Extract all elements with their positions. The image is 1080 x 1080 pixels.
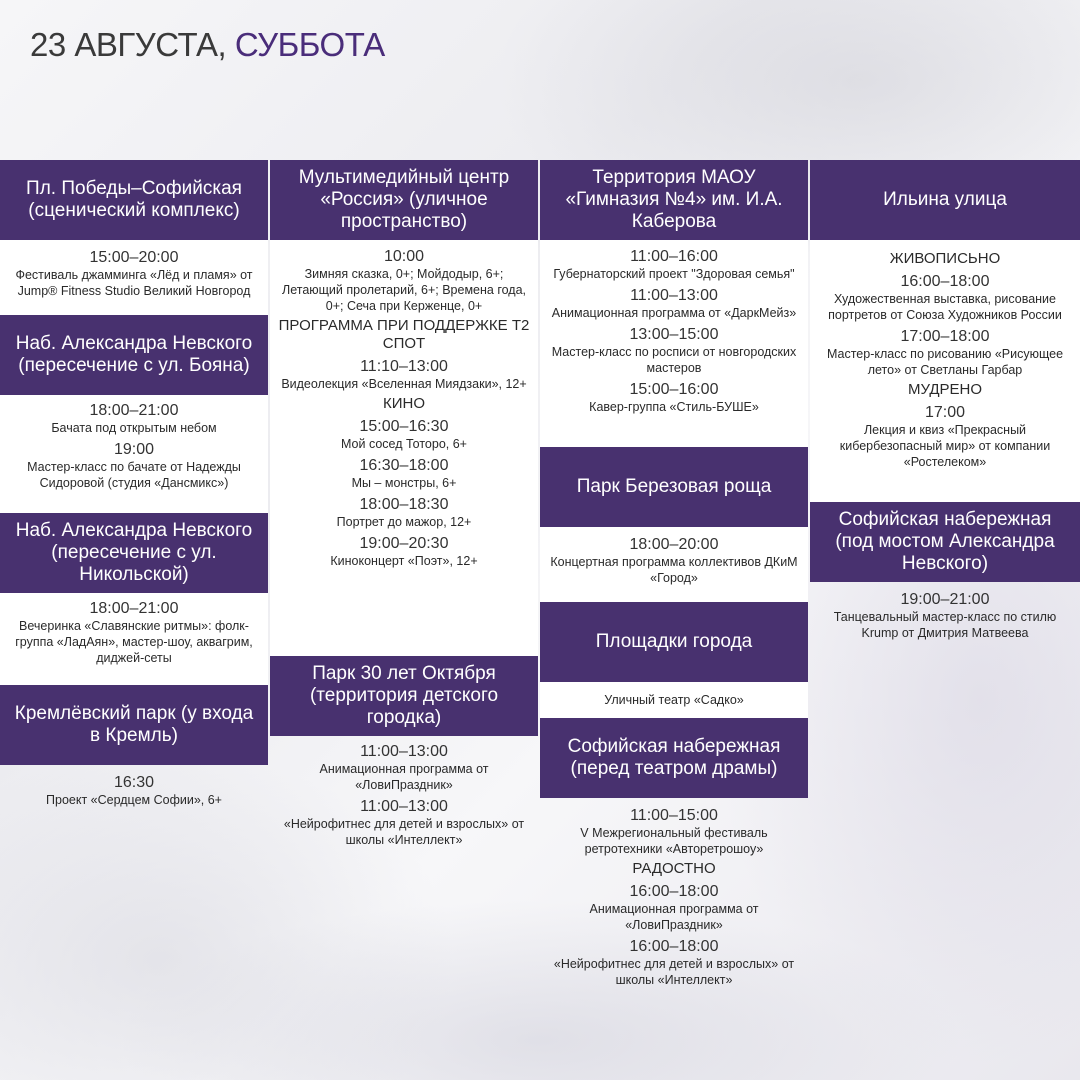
event-time: 16:00–18:00	[900, 273, 990, 290]
program-section-label: МУДРЕНО	[907, 381, 983, 398]
venue-header: Территория МАОУ «Гимназия №4» им. И.А. Каберова	[540, 160, 808, 240]
venue-events	[0, 593, 268, 685]
event-description: «Нейрофитнес для детей и взрослых» от школы «Интеллект»	[553, 957, 795, 987]
event-time: 19:00–21:00	[900, 591, 990, 608]
event-description: Концертная программа коллективов ДКиМ «Город»	[550, 555, 798, 585]
venue-events	[540, 240, 808, 447]
event-description: Киноконцерт «Поэт», 12+	[330, 554, 478, 568]
event-description: «Нейрофитнес для детей и взрослых» от школы «Интеллект»	[283, 817, 525, 847]
event-description: Губернаторский проект "Здоровая семья"	[553, 267, 795, 281]
venue-header: Площадки города	[540, 602, 808, 682]
event-description: Танцевальный мастер-класс по стилю Krump от Дмитрия Матвеева	[833, 610, 1057, 640]
event-description: Анимационная программа от «ДаркМейз»	[551, 306, 797, 320]
event-description: Вечеринка «Славянские ритмы»: фолк-группа «ЛадАян», мастер-шоу, аквагрим, диджей-сеты	[15, 619, 253, 665]
event-description: Анимационная программа от «ЛовиПраздник»	[319, 762, 489, 792]
event-time: 19:00	[113, 441, 155, 458]
event-description: Мой сосед Тоторо, 6+	[341, 437, 467, 451]
event-description: Лекция и квиз «Прекрасный кибербезопасный мир» от компании «Ростелеком»	[839, 423, 1051, 469]
event-description: Уличный театр «Садко»	[604, 693, 744, 707]
event-time: 16:30	[113, 774, 155, 791]
venue-events	[0, 240, 268, 315]
schedule-column-2	[270, 160, 538, 856]
program-section-label: ЖИВОПИСЬНО	[889, 250, 1001, 267]
venue-header: Парк 30 лет Октября (территория детского городка)	[270, 656, 538, 736]
venue-events	[540, 527, 808, 602]
event-time: 13:00–15:00	[629, 326, 719, 343]
event-time: 16:00–18:00	[629, 938, 719, 955]
event-time: 15:00–20:00	[89, 249, 179, 266]
event-time: 11:00–15:00	[630, 807, 718, 824]
event-time: 11:00–13:00	[360, 743, 448, 760]
event-time: 18:00–21:00	[89, 402, 179, 419]
venue-events	[270, 240, 538, 656]
venue-header: Кремлёвский парк (у входа в Кремль)	[0, 685, 268, 765]
event-description: Проект «Сердцем Софии», 6+	[46, 793, 222, 807]
event-time: 15:00–16:30	[359, 418, 449, 435]
event-time: 19:00–20:30	[359, 535, 449, 552]
event-description: Мастер-класс по бачате от Надежды Сидоровой (студия «Дансмикс»)	[27, 460, 241, 490]
event-description: Мастер-класс по рисованию «Рисующее лето» от Светланы Гарбар	[826, 347, 1064, 377]
venue-events	[270, 736, 538, 856]
event-time: 17:00–18:00	[900, 328, 990, 345]
venue-events	[540, 798, 808, 996]
event-description: Видеолекция «Вселенная Миядзаки», 12+	[281, 377, 527, 391]
venue-events	[0, 765, 268, 816]
venue-events	[810, 582, 1080, 649]
venue-header: Парк Березовая роща	[540, 447, 808, 527]
event-time: 16:30–18:00	[359, 457, 449, 474]
event-description: Мы – монстры, 6+	[351, 476, 457, 490]
event-time: 15:00–16:00	[629, 381, 719, 398]
event-time: 18:00–21:00	[89, 600, 179, 617]
venue-events	[810, 240, 1080, 502]
venue-header: Софийская набережная (перед театром драмы)	[540, 718, 808, 798]
venue-events	[0, 395, 268, 513]
venue-events	[540, 682, 808, 718]
event-time: 18:00–20:00	[629, 536, 719, 553]
event-description: Зимняя сказка, 0+; Мойдодыр, 6+; Летающий пролетарий, 6+; Времена года, 0+; Сеча при Керженце, 0+	[282, 267, 526, 313]
date-label: 23 АВГУСТА,	[30, 26, 227, 63]
weekday-label: СУББОТА	[234, 26, 385, 63]
venue-header: Наб. Александра Невского (пересечение с ул. Бояна)	[0, 315, 268, 395]
program-section-label: ПРОГРАММА ПРИ ПОДДЕРЖКЕ Т2 СПОТ	[278, 317, 530, 352]
event-description: Бачата под открытым небом	[51, 421, 217, 435]
event-description: V Межрегиональный фестиваль ретротехники «Авторетрошоу»	[580, 826, 768, 856]
event-time: 16:00–18:00	[629, 883, 719, 900]
event-description: Фестиваль джамминга «Лёд и пламя» от Jump® Fitness Studio Великий Новгород	[15, 268, 253, 298]
event-description: Мастер-класс по росписи от новгородских мастеров	[551, 345, 797, 375]
page-title	[30, 26, 385, 64]
venue-header: Мультимедийный центр «Россия» (уличное пространство)	[270, 160, 538, 240]
venue-header: Пл. Победы–Софийская (сценический комплекс)	[0, 160, 268, 240]
program-section-label: КИНО	[382, 395, 426, 412]
event-time: 11:00–16:00	[630, 248, 718, 265]
venue-header: Наб. Александра Невского (пересечение с ул. Никольской)	[0, 513, 268, 593]
event-description: Кавер-группа «Стиль-БУШЕ»	[589, 400, 759, 414]
event-description: Художественная выставка, рисование портретов от Союза Художников России	[828, 292, 1062, 322]
schedule-column-3	[540, 160, 808, 996]
event-time: 18:00–18:30	[359, 496, 449, 513]
program-section-label: РАДОСТНО	[632, 860, 716, 877]
event-time: 17:00	[924, 404, 966, 421]
venue-header: Софийская набережная (под мостом Александра Невского)	[810, 502, 1080, 582]
event-description: Анимационная программа от «ЛовиПраздник»	[589, 902, 759, 932]
event-time: 10:00	[383, 248, 425, 265]
event-time: 11:00–13:00	[630, 287, 718, 304]
event-description: Портрет до мажор, 12+	[336, 515, 472, 529]
schedule-column-1	[0, 160, 268, 816]
event-time: 11:10–13:00	[360, 358, 448, 375]
venue-header: Ильина улица	[810, 160, 1080, 240]
schedule-column-4	[810, 160, 1080, 649]
event-time: 11:00–13:00	[360, 798, 448, 815]
